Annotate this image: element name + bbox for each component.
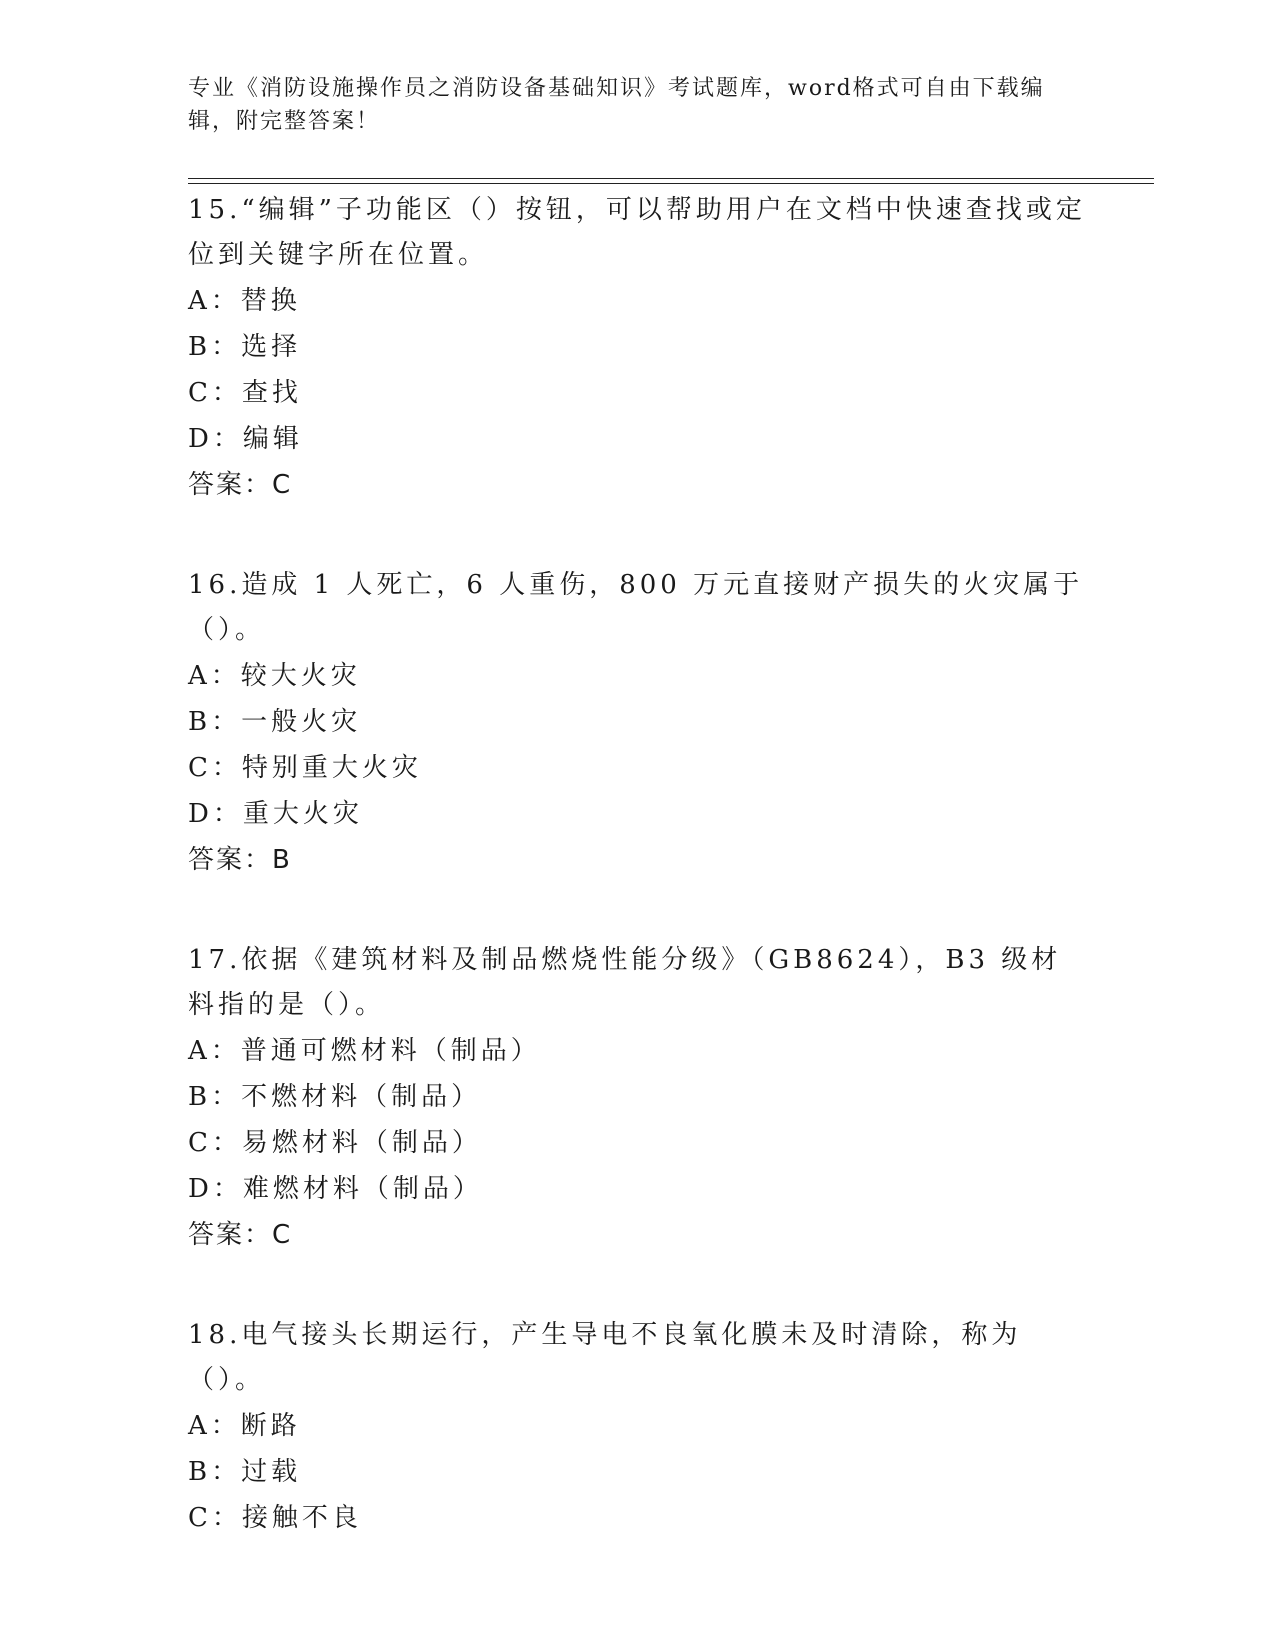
option-c: C：易燃材料（制品）: [188, 1128, 482, 1158]
option-b: B：过载: [188, 1457, 302, 1487]
option-b: B：不燃材料（制品）: [188, 1082, 482, 1112]
document-header: 专业《消防设施操作员之消防设备基础知识》考试题库，word格式可自由下载编辑，附完整答案！: [188, 76, 1045, 134]
question-stem: 15.“编辑”子功能区（）按钮，可以帮助用户在文档中快速查找或定位到关键字所在位置。: [188, 195, 1086, 270]
answer-line: 答案：C: [188, 470, 293, 500]
question-list: [188, 188, 1088, 1596]
question-stem: 18.电气接头长期运行，产生导电不良氧化膜未及时清除，称为（）。: [188, 1320, 1022, 1395]
question-16: [188, 563, 1088, 883]
option-a: A：断路: [188, 1411, 301, 1441]
option-b: B：一般火灾: [188, 707, 362, 737]
option-d: D：重大火灾: [188, 799, 363, 829]
option-b: B：选择: [188, 332, 302, 362]
question-15: [188, 188, 1088, 508]
option-a: A：替换: [188, 286, 301, 316]
option-a: A：较大火灾: [188, 661, 361, 691]
question-18: [188, 1313, 1088, 1541]
option-d: D：难燃材料（制品）: [188, 1174, 483, 1204]
question-stem: 16.造成 1 人死亡，6 人重伤，800 万元直接财产损失的火灾属于（）。: [188, 570, 1084, 645]
answer-line: 答案：B: [188, 845, 292, 875]
header-divider-top: [188, 178, 1154, 179]
option-d: D：编辑: [188, 424, 303, 454]
option-c: C：特别重大火灾: [188, 753, 422, 783]
answer-line: 答案：C: [188, 1220, 293, 1250]
option-c: C：查找: [188, 378, 302, 408]
header-divider-bottom: [188, 183, 1154, 184]
question-stem: 17.依据《建筑材料及制品燃烧性能分级》（GB8624），B3 级材料指的是（）。: [188, 945, 1062, 1020]
option-a: A：普通可燃材料（制品）: [188, 1036, 541, 1066]
question-17: [188, 938, 1088, 1258]
option-c: C：接触不良: [188, 1503, 362, 1533]
